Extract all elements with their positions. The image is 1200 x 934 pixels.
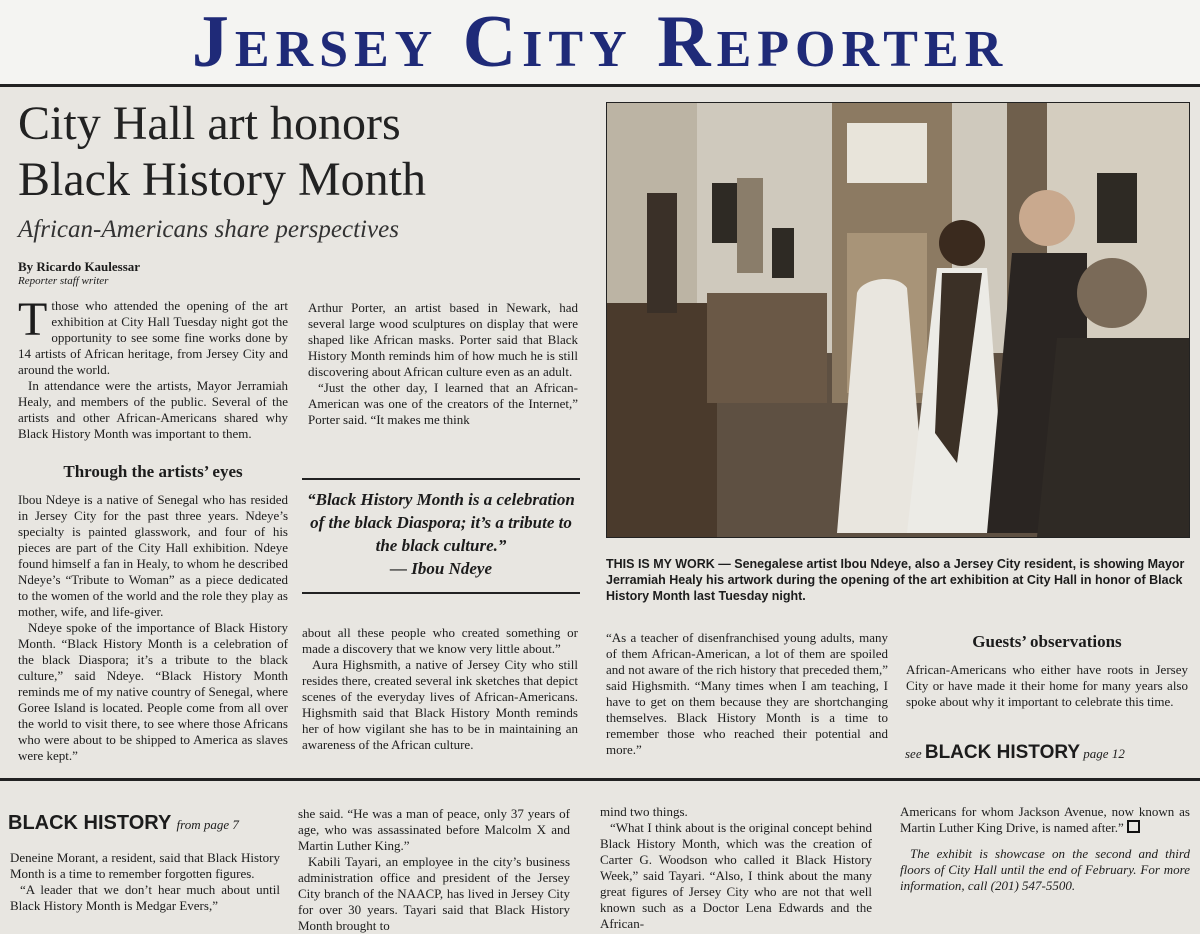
paragraph: “A leader that we don’t hear much about until Black History Month is Medgar Evers,” — [10, 882, 280, 913]
headline-line-1: City Hall art honors — [18, 97, 401, 150]
headline-line-2: Black History Month — [18, 153, 426, 206]
pull-quote-rule-top — [302, 478, 580, 480]
paragraph: “Just the other day, I learned that an African-American was one of the creators of the Internet,” Porter said. “It makes me think — [308, 380, 578, 427]
paragraph: she said. “He was a man of peace, only 37 years of age, who was assassinated before Malcolm X and Martin Luther King.” — [298, 806, 570, 853]
paragraph: Americans for whom Jackson Avenue, now known as Martin Luther King Drive, is named after.” — [900, 804, 1190, 835]
paragraph: African-Americans who either have roots in Jersey City or have made it their home for many years also spoke about why it important to celebrate this time. — [906, 662, 1188, 709]
article-column-4-lower — [906, 662, 1188, 710]
paragraph: Kabili Tayari, an employee in the city’s business administration office and president of the Jersey City branch of the NAACP, has lived in Jersey City for over 30 years. Tayari said that Black History Month brought to — [298, 854, 570, 933]
article-column-3-lower — [606, 630, 888, 758]
continued-jump — [905, 742, 1125, 764]
paragraph: Deneine Morant, a resident, said that Black History Month is a time to remember forgotten figures. — [10, 850, 280, 881]
section-divider — [0, 778, 1200, 781]
byline-role: Reporter staff writer — [18, 275, 109, 287]
continued-column-3 — [600, 804, 872, 932]
headline — [18, 96, 598, 208]
jump-label: BLACK HISTORY — [8, 812, 171, 834]
subhead-artists: Through the artists’ eyes — [63, 462, 243, 481]
paragraph: In attendance were the artists, Mayor Jerramiah Healy, and members of the public. Several of the artists and other African-Americans shared why Black History Month was important to them. — [18, 378, 288, 441]
paragraph: Aura Highsmith, a native of Jersey City who still resides there, created several ink sketches that depict scenes of the everyday lives of African-Americans. Highsmith said that Black History Month reminds her of how vigilant she has to be in maintaining an awareness of the African culture. — [302, 657, 578, 752]
paragraph: mind two things. — [600, 804, 688, 819]
continued-column-1 — [10, 850, 280, 914]
continued-column-4 — [900, 804, 1190, 894]
photo-illustration — [607, 103, 1189, 537]
paragraph: “What I think about is the original concept behind Black History Month, which was the creation of Carter G. Woodson who called it Black History Week,” said Tayari. “Also, I think about the many great figures of Jersey City who are not that well known such as a Doctor Lena Edwards and the African- — [600, 820, 872, 931]
jump-from: from page 7 — [176, 817, 239, 832]
photo-caption: THIS IS MY WORK — Senegalese artist Ibou Ndeye, also a Jersey City resident, is showing Mayor Jerramiah Healy his artwork during the opening of the art exhibition at City Hall in honor of Black History Month last Tuesday night. — [606, 557, 1185, 603]
article-column-2-lower — [302, 625, 578, 753]
paragraph: Ndeye spoke of the importance of Black History Month. “Black History Month is a celebration of the black Diaspora; it’s a tribute to the black culture,” said Ndeye. “Black History Month reminds me of my native country of Senegal, where Goree Island is located. People come from all over the world to visit there, to see where those Africans who were about to be shipped to America as slaves were kept.” — [18, 620, 288, 763]
article-column-1-top — [18, 293, 288, 442]
pull-quote-attribution: — Ibou Ndeye — [390, 559, 492, 578]
drop-cap: T — [18, 293, 48, 346]
paragraph: about all these people who created something or made a discovery that we know very little about.” — [302, 625, 578, 656]
see-prefix: see — [905, 746, 922, 761]
exhibit-note: The exhibit is showcase on the second and third floors of City Hall until the end of February. For more information, call (201) 547-5500. — [900, 846, 1190, 893]
pull-quote — [302, 488, 580, 580]
see-page: page 12 — [1083, 746, 1125, 761]
jump-header — [8, 812, 239, 835]
continued-column-2 — [298, 806, 570, 934]
article-column-1-lower — [18, 492, 288, 764]
paragraph: Ibou Ndeye is a native of Senegal who has resided in Jersey City for the past three years. Ndeye’s specialty is painted glasswork, and four of his pieces are part of the City Hall exhibition. Ndeye found himself a fan in Healy, to whom he described Ndeye’s “Tribute to Woman” as a piece dedicated to the women of the world and the role they play as mother, wife, and life-giver. — [18, 492, 288, 619]
masthead-title: Jersey City Reporter — [191, 1, 1009, 83]
paragraph: Tthose who attended the opening of the art exhibition at City Hall Tuesday night got the opportunity to see some fine works done by 14 artists of African heritage, from Jersey City and around the world. — [18, 293, 288, 377]
pull-quote-text: “Black History Month is a celebration of the black Diaspora; it’s a tribute to the black culture.” — [307, 490, 575, 555]
paragraph: “As a teacher of disenfranchised young adults, many of them African-American, a lot of them are spoiled and not aware of the rich history that preceded them,” said Highsmith. “Many times when I am teaching, I have to get on them because they are shortchanging themselves. Black History Month is a time to remember those who reached their potential and more.” — [606, 630, 888, 757]
article-column-2-top — [308, 300, 578, 428]
paragraph: Arthur Porter, an artist based in Newark, had several large wood sculptures on display that were shaped like African masks. Porter said that Black History Month reminds him of how much he is still discovering about African culture even as an adult. — [308, 300, 578, 379]
subhead-guests: Guests’ observations — [972, 632, 1122, 651]
see-label: BLACK HISTORY — [924, 742, 1081, 763]
deck: African-Americans share perspectives — [18, 216, 399, 243]
masthead-rule — [0, 84, 1200, 87]
pull-quote-rule-bottom — [302, 592, 580, 594]
news-photo — [606, 102, 1190, 538]
end-mark-icon — [1127, 820, 1140, 833]
byline: By Ricardo Kaulessar — [18, 259, 141, 274]
